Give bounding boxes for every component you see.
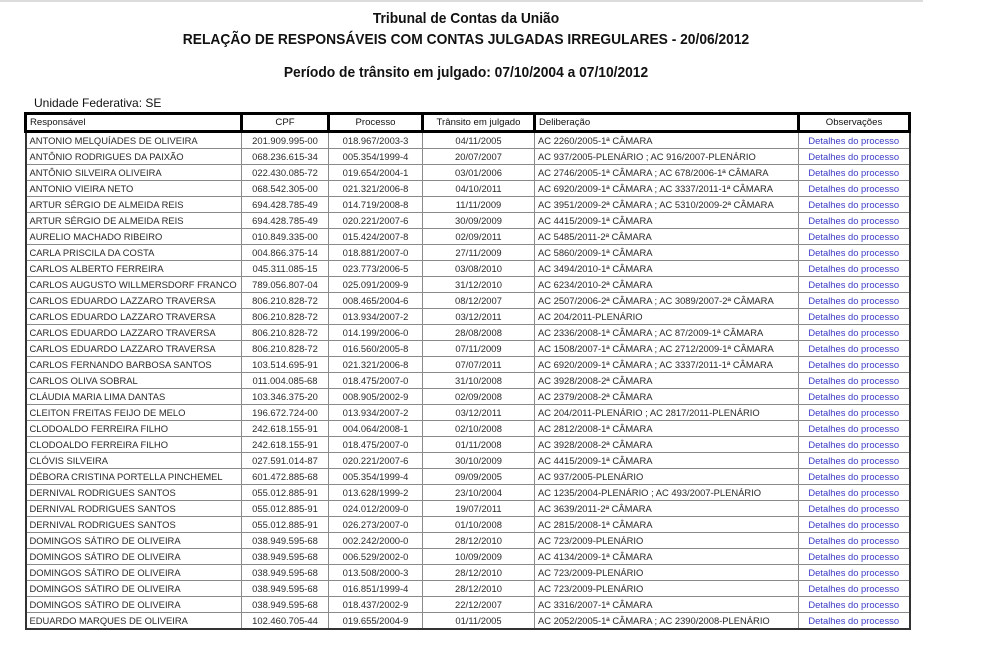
cell-cpf: 201.909.995-00 — [242, 132, 329, 149]
cell-deliberacao: AC 2815/2008-1ª CÂMARA — [535, 517, 799, 533]
process-details-link[interactable]: Detalhes do processo — [808, 391, 900, 402]
cell-observacoes — [799, 293, 910, 309]
table-row — [26, 293, 910, 309]
column-header-transito: Trânsito em julgado — [423, 114, 535, 132]
table-row — [26, 613, 910, 630]
period-subtitle: Período de trânsito em julgado: 07/10/2004 a 07/10/2012 — [283, 64, 649, 81]
cell-processo: 013.628/1999-2 — [329, 485, 423, 501]
process-details-link[interactable]: Detalhes do processo — [808, 215, 900, 226]
cell-processo: 024.012/2009-0 — [329, 501, 423, 517]
cell-observacoes — [799, 565, 910, 581]
cell-observacoes — [799, 549, 910, 565]
cell-responsavel: ANTONIO MELQUÍADES DE OLIVEIRA — [26, 132, 242, 149]
table-row — [26, 149, 910, 165]
cell-transito: 07/07/2011 — [423, 357, 535, 373]
cell-deliberacao: AC 2812/2008-1ª CÂMARA — [535, 421, 799, 437]
cell-processo: 013.934/2007-2 — [329, 405, 423, 421]
cell-observacoes — [799, 437, 910, 453]
cell-processo: 025.091/2009-9 — [329, 277, 423, 293]
process-details-link[interactable]: Detalhes do processo — [808, 327, 900, 338]
cell-responsavel: ANTONIO VIEIRA NETO — [26, 181, 242, 197]
cell-cpf: 242.618.155-91 — [242, 421, 329, 437]
cell-deliberacao: AC 1508/2007-1ª CÂMARA ; AC 2712/2009-1ª CÂMARA — [535, 341, 799, 357]
table-row — [26, 405, 910, 421]
cell-transito: 23/10/2004 — [423, 485, 535, 501]
cell-processo: 008.905/2002-9 — [329, 389, 423, 405]
cell-cpf: 806.210.828-72 — [242, 293, 329, 309]
table-row — [26, 197, 910, 213]
cell-processo: 018.967/2003-3 — [329, 132, 423, 149]
process-details-link[interactable]: Detalhes do processo — [808, 535, 900, 546]
cell-responsavel: CARLOS EDUARDO LAZZARO TRAVERSA — [26, 325, 242, 341]
table-row — [26, 389, 910, 405]
cell-processo: 014.199/2006-0 — [329, 325, 423, 341]
cell-transito: 03/12/2011 — [423, 405, 535, 421]
cell-cpf: 011.004.085-68 — [242, 373, 329, 389]
cell-transito: 28/12/2010 — [423, 565, 535, 581]
cell-cpf: 038.949.595-68 — [242, 565, 329, 581]
cell-cpf: 068.542.305-00 — [242, 181, 329, 197]
table-row — [26, 485, 910, 501]
cell-processo: 018.475/2007-0 — [329, 373, 423, 389]
cell-processo: 002.242/2000-0 — [329, 533, 423, 549]
table-row — [26, 501, 910, 517]
cell-deliberacao: AC 723/2009-PLENÁRIO — [535, 581, 799, 597]
cell-processo: 023.773/2006-5 — [329, 261, 423, 277]
table-row — [26, 469, 910, 485]
cell-deliberacao: AC 6234/2010-2ª CÂMARA — [535, 277, 799, 293]
cell-processo: 018.475/2007-0 — [329, 437, 423, 453]
cell-transito: 28/12/2010 — [423, 533, 535, 549]
cell-responsavel: CLÁUDIA MARIA LIMA DANTAS — [26, 389, 242, 405]
process-details-link[interactable]: Detalhes do processo — [808, 455, 900, 466]
cell-transito: 30/10/2009 — [423, 453, 535, 469]
cell-deliberacao: AC 723/2009-PLENÁRIO — [535, 533, 799, 549]
cell-transito: 22/12/2007 — [423, 597, 535, 613]
cell-cpf: 694.428.785-49 — [242, 213, 329, 229]
process-details-link[interactable]: Detalhes do processo — [808, 423, 900, 434]
cell-responsavel: EDUARDO MARQUES DE OLIVEIRA — [26, 613, 242, 630]
process-details-link[interactable]: Detalhes do processo — [808, 519, 900, 530]
cell-cpf: 806.210.828-72 — [242, 309, 329, 325]
cell-deliberacao: AC 204/2011-PLENÁRIO — [535, 309, 799, 325]
process-details-link[interactable]: Detalhes do processo — [808, 583, 900, 594]
cell-processo: 008.465/2004-6 — [329, 293, 423, 309]
table-row — [26, 517, 910, 533]
table-row — [26, 549, 910, 565]
cell-transito: 03/01/2006 — [423, 165, 535, 181]
table-row — [26, 373, 910, 389]
cell-cpf: 196.672.724-00 — [242, 405, 329, 421]
cell-cpf: 102.460.705-44 — [242, 613, 329, 630]
table-row — [26, 309, 910, 325]
cell-deliberacao: AC 3494/2010-1ª CÂMARA — [535, 261, 799, 277]
table-row — [26, 597, 910, 613]
cell-processo: 018.881/2007-0 — [329, 245, 423, 261]
cell-observacoes — [799, 325, 910, 341]
cell-observacoes — [799, 581, 910, 597]
cell-responsavel: CARLOS ALBERTO FERREIRA — [26, 261, 242, 277]
cell-cpf: 242.618.155-91 — [242, 437, 329, 453]
cell-deliberacao: AC 3928/2008-2ª CÂMARA — [535, 373, 799, 389]
cell-deliberacao: AC 723/2009-PLENÁRIO — [535, 565, 799, 581]
cell-transito: 01/11/2005 — [423, 613, 535, 630]
cell-cpf: 038.949.595-68 — [242, 581, 329, 597]
cell-observacoes — [799, 357, 910, 373]
process-details-link[interactable]: Detalhes do processo — [808, 199, 900, 210]
column-header-observacoes: Observações — [799, 114, 910, 132]
process-details-link[interactable]: Detalhes do processo — [808, 311, 900, 322]
cell-observacoes — [799, 277, 910, 293]
cell-cpf: 038.949.595-68 — [242, 533, 329, 549]
cell-processo: 004.064/2008-1 — [329, 421, 423, 437]
cell-cpf: 806.210.828-72 — [242, 341, 329, 357]
cell-observacoes — [799, 149, 910, 165]
cell-processo: 014.719/2008-8 — [329, 197, 423, 213]
cell-observacoes — [799, 165, 910, 181]
top-divider — [0, 0, 923, 2]
cell-cpf: 055.012.885-91 — [242, 517, 329, 533]
cell-processo: 006.529/2002-0 — [329, 549, 423, 565]
cell-observacoes — [799, 132, 910, 149]
process-details-link[interactable]: Detalhes do processo — [808, 151, 900, 162]
cell-cpf: 038.949.595-68 — [242, 549, 329, 565]
cell-cpf: 045.311.085-15 — [242, 261, 329, 277]
cell-observacoes — [799, 533, 910, 549]
cell-processo: 013.508/2000-3 — [329, 565, 423, 581]
cell-deliberacao: AC 4415/2009-1ª CÂMARA — [535, 453, 799, 469]
cell-cpf: 103.346.375-20 — [242, 389, 329, 405]
cell-observacoes — [799, 389, 910, 405]
cell-observacoes — [799, 181, 910, 197]
cell-deliberacao: AC 5485/2011-2ª CÂMARA — [535, 229, 799, 245]
process-details-link[interactable]: Detalhes do processo — [808, 231, 900, 242]
table-row — [26, 421, 910, 437]
column-header-responsavel: Responsável — [26, 114, 242, 132]
report-title: RELAÇÃO DE RESPONSÁVEIS COM CONTAS JULGADAS IRREGULARES - 20/06/2012 — [182, 31, 750, 48]
table-row — [26, 165, 910, 181]
cell-deliberacao: AC 3639/2011-2ª CÂMARA — [535, 501, 799, 517]
cell-transito: 31/12/2010 — [423, 277, 535, 293]
cell-responsavel: DOMINGOS SÁTIRO DE OLIVEIRA — [26, 597, 242, 613]
cell-responsavel: CARLOS FERNANDO BARBOSA SANTOS — [26, 357, 242, 373]
table-row — [26, 277, 910, 293]
cell-observacoes — [799, 245, 910, 261]
cell-transito: 07/11/2009 — [423, 341, 535, 357]
process-details-link[interactable]: Detalhes do processo — [808, 567, 900, 578]
table-row — [26, 357, 910, 373]
table-row — [26, 181, 910, 197]
cell-processo: 005.354/1999-4 — [329, 149, 423, 165]
process-details-link[interactable]: Detalhes do processo — [808, 247, 900, 258]
cell-transito: 03/08/2010 — [423, 261, 535, 277]
cell-transito: 01/11/2008 — [423, 437, 535, 453]
process-details-link[interactable]: Detalhes do processo — [808, 359, 900, 370]
cell-responsavel: CARLOS EDUARDO LAZZARO TRAVERSA — [26, 309, 242, 325]
cell-transito: 04/11/2005 — [423, 132, 535, 149]
process-details-link[interactable]: Detalhes do processo — [808, 503, 900, 514]
process-details-link[interactable]: Detalhes do processo — [808, 295, 900, 306]
cell-processo: 020.221/2007-6 — [329, 453, 423, 469]
column-header-cpf: CPF — [242, 114, 329, 132]
process-details-link[interactable]: Detalhes do processo — [808, 279, 900, 290]
cell-observacoes — [799, 453, 910, 469]
cell-cpf: 068.236.615-34 — [242, 149, 329, 165]
cell-observacoes — [799, 213, 910, 229]
cell-responsavel: ARTUR SÉRGIO DE ALMEIDA REIS — [26, 197, 242, 213]
cell-observacoes — [799, 261, 910, 277]
cell-processo: 016.851/1999-4 — [329, 581, 423, 597]
cell-transito: 28/08/2008 — [423, 325, 535, 341]
process-details-link[interactable]: Detalhes do processo — [808, 471, 900, 482]
cell-responsavel: CARLOS OLIVA SOBRAL — [26, 373, 242, 389]
cell-observacoes — [799, 197, 910, 213]
cell-observacoes — [799, 373, 910, 389]
cell-responsavel: ANTÔNIO RODRIGUES DA PAIXÃO — [26, 149, 242, 165]
cell-responsavel: CLÓVIS SILVEIRA — [26, 453, 242, 469]
table-row — [26, 132, 910, 149]
cell-observacoes — [799, 309, 910, 325]
cell-transito: 31/10/2008 — [423, 373, 535, 389]
cell-transito: 30/09/2009 — [423, 213, 535, 229]
column-header-deliberacao: Deliberação — [535, 114, 799, 132]
process-details-link[interactable]: Detalhes do processo — [808, 615, 900, 626]
cell-responsavel: DOMINGOS SÁTIRO DE OLIVEIRA — [26, 549, 242, 565]
process-details-link[interactable]: Detalhes do processo — [808, 407, 900, 418]
cell-responsavel: DERNIVAL RODRIGUES SANTOS — [26, 517, 242, 533]
cell-transito: 08/12/2007 — [423, 293, 535, 309]
cell-transito: 19/07/2011 — [423, 501, 535, 517]
cell-transito: 28/12/2010 — [423, 581, 535, 597]
cell-observacoes — [799, 597, 910, 613]
cell-transito: 09/09/2005 — [423, 469, 535, 485]
column-header-processo: Processo — [329, 114, 423, 132]
cell-responsavel: ARTUR SÉRGIO DE ALMEIDA REIS — [26, 213, 242, 229]
cell-deliberacao: AC 4134/2009-1ª CÂMARA — [535, 549, 799, 565]
cell-transito: 11/11/2009 — [423, 197, 535, 213]
cell-transito: 27/11/2009 — [423, 245, 535, 261]
cell-observacoes — [799, 229, 910, 245]
cell-processo: 015.424/2007-8 — [329, 229, 423, 245]
table-row — [26, 213, 910, 229]
cell-observacoes — [799, 613, 910, 630]
table-row — [26, 341, 910, 357]
cell-deliberacao: AC 6920/2009-1ª CÂMARA ; AC 3337/2011-1ª CÂMARA — [535, 357, 799, 373]
cell-deliberacao: AC 6920/2009-1ª CÂMARA ; AC 3337/2011-1ª CÂMARA — [535, 181, 799, 197]
cell-observacoes — [799, 421, 910, 437]
cell-cpf: 806.210.828-72 — [242, 325, 329, 341]
cell-observacoes — [799, 501, 910, 517]
process-details-link[interactable]: Detalhes do processo — [808, 599, 900, 610]
responsaveis-table — [24, 112, 911, 630]
cell-deliberacao: AC 3316/2007-1ª CÂMARA — [535, 597, 799, 613]
federative-unit-label: Unidade Federativa: SE — [34, 96, 162, 110]
cell-responsavel: AURELIO MACHADO RIBEIRO — [26, 229, 242, 245]
cell-deliberacao: AC 3951/2009-2ª CÂMARA ; AC 5310/2009-2ª CÂMARA — [535, 197, 799, 213]
table-header-row — [26, 114, 910, 132]
cell-processo: 013.934/2007-2 — [329, 309, 423, 325]
cell-responsavel: DERNIVAL RODRIGUES SANTOS — [26, 501, 242, 517]
cell-observacoes — [799, 469, 910, 485]
cell-processo: 026.273/2007-0 — [329, 517, 423, 533]
cell-processo: 018.437/2002-9 — [329, 597, 423, 613]
cell-responsavel: CARLOS EDUARDO LAZZARO TRAVERSA — [26, 341, 242, 357]
process-details-link[interactable]: Detalhes do processo — [808, 343, 900, 354]
table-row — [26, 325, 910, 341]
cell-cpf: 022.430.085-72 — [242, 165, 329, 181]
cell-responsavel: CLODOALDO FERREIRA FILHO — [26, 421, 242, 437]
cell-deliberacao: AC 4415/2009-1ª CÂMARA — [535, 213, 799, 229]
cell-cpf: 004.866.375-14 — [242, 245, 329, 261]
process-details-link[interactable]: Detalhes do processo — [808, 183, 900, 194]
cell-cpf: 601.472.885-68 — [242, 469, 329, 485]
cell-responsavel: CARLA PRISCILA DA COSTA — [26, 245, 242, 261]
cell-processo: 016.560/2005-8 — [329, 341, 423, 357]
cell-deliberacao: AC 5860/2009-1ª CÂMARA — [535, 245, 799, 261]
process-details-link[interactable]: Detalhes do processo — [808, 551, 900, 562]
cell-observacoes — [799, 341, 910, 357]
cell-deliberacao: AC 937/2005-PLENÁRIO — [535, 469, 799, 485]
cell-responsavel: CARLOS AUGUSTO WILLMERSDORF FRANCO — [26, 277, 242, 293]
cell-observacoes — [799, 517, 910, 533]
cell-deliberacao: AC 2379/2008-2ª CÂMARA — [535, 389, 799, 405]
cell-responsavel: CLODOALDO FERREIRA FILHO — [26, 437, 242, 453]
cell-cpf: 055.012.885-91 — [242, 501, 329, 517]
cell-deliberacao: AC 2746/2005-1ª CÂMARA ; AC 678/2006-1ª CÂMARA — [535, 165, 799, 181]
process-details-link[interactable]: Detalhes do processo — [808, 439, 900, 450]
process-details-link[interactable]: Detalhes do processo — [808, 375, 900, 386]
cell-observacoes — [799, 405, 910, 421]
process-details-link[interactable]: Detalhes do processo — [808, 135, 900, 146]
cell-processo: 019.655/2004-9 — [329, 613, 423, 630]
cell-deliberacao: AC 3928/2008-2ª CÂMARA — [535, 437, 799, 453]
table-row — [26, 565, 910, 581]
cell-responsavel: DÉBORA CRISTINA PORTELLA PINCHEMEL — [26, 469, 242, 485]
cell-deliberacao: AC 2052/2005-1ª CÂMARA ; AC 2390/2008-PLENÁRIO — [535, 613, 799, 630]
cell-deliberacao: AC 2260/2005-1ª CÂMARA — [535, 132, 799, 149]
cell-cpf: 038.949.595-68 — [242, 597, 329, 613]
cell-cpf: 010.849.335-00 — [242, 229, 329, 245]
cell-responsavel: CARLOS EDUARDO LAZZARO TRAVERSA — [26, 293, 242, 309]
cell-deliberacao: AC 937/2005-PLENÁRIO ; AC 916/2007-PLENÁRIO — [535, 149, 799, 165]
cell-processo: 021.321/2006-8 — [329, 181, 423, 197]
table-row — [26, 229, 910, 245]
table-body — [26, 132, 910, 630]
cell-transito: 01/10/2008 — [423, 517, 535, 533]
cell-responsavel: DOMINGOS SÁTIRO DE OLIVEIRA — [26, 533, 242, 549]
cell-transito: 02/09/2008 — [423, 389, 535, 405]
process-details-link[interactable]: Detalhes do processo — [808, 263, 900, 274]
cell-responsavel: ANTÔNIO SILVEIRA OLIVEIRA — [26, 165, 242, 181]
cell-transito: 10/09/2009 — [423, 549, 535, 565]
cell-cpf: 103.514.695-91 — [242, 357, 329, 373]
cell-responsavel: DERNIVAL RODRIGUES SANTOS — [26, 485, 242, 501]
cell-cpf: 694.428.785-49 — [242, 197, 329, 213]
cell-deliberacao: AC 2507/2006-2ª CÂMARA ; AC 3089/2007-2ª CÂMARA — [535, 293, 799, 309]
table-row — [26, 453, 910, 469]
table-row — [26, 437, 910, 453]
cell-processo: 020.221/2007-6 — [329, 213, 423, 229]
cell-processo: 021.321/2006-8 — [329, 357, 423, 373]
cell-responsavel: DOMINGOS SÁTIRO DE OLIVEIRA — [26, 581, 242, 597]
cell-cpf: 789.056.807-04 — [242, 277, 329, 293]
cell-deliberacao: AC 1235/2004-PLENÁRIO ; AC 493/2007-PLENÁRIO — [535, 485, 799, 501]
org-title: Tribunal de Contas da União — [372, 10, 560, 27]
cell-responsavel: DOMINGOS SÁTIRO DE OLIVEIRA — [26, 565, 242, 581]
cell-processo: 019.654/2004-1 — [329, 165, 423, 181]
table-row — [26, 581, 910, 597]
cell-transito: 04/10/2011 — [423, 181, 535, 197]
cell-transito: 02/10/2008 — [423, 421, 535, 437]
cell-observacoes — [799, 485, 910, 501]
process-details-link[interactable]: Detalhes do processo — [808, 167, 900, 178]
cell-cpf: 027.591.014-87 — [242, 453, 329, 469]
cell-transito: 03/12/2011 — [423, 309, 535, 325]
table-row — [26, 245, 910, 261]
cell-transito: 02/09/2011 — [423, 229, 535, 245]
cell-processo: 005.354/1999-4 — [329, 469, 423, 485]
process-details-link[interactable]: Detalhes do processo — [808, 487, 900, 498]
table-row — [26, 261, 910, 277]
cell-deliberacao: AC 204/2011-PLENÁRIO ; AC 2817/2011-PLENÁRIO — [535, 405, 799, 421]
table-row — [26, 533, 910, 549]
cell-deliberacao: AC 2336/2008-1ª CÂMARA ; AC 87/2009-1ª CÂMARA — [535, 325, 799, 341]
cell-responsavel: CLEITON FREITAS FEIJO DE MELO — [26, 405, 242, 421]
cell-cpf: 055.012.885-91 — [242, 485, 329, 501]
cell-transito: 20/07/2007 — [423, 149, 535, 165]
